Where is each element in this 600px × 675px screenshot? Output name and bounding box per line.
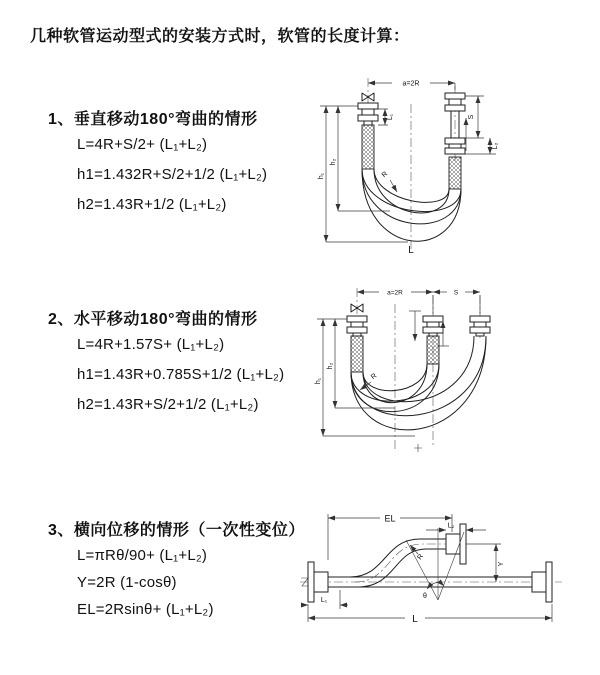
dim-label-h1: h₁ [318,172,325,180]
displaced-fitting [446,524,466,564]
dim-label-a2r: a=2R [387,289,403,297]
dim-l1 [378,109,394,125]
dim-label-theta: θ [423,593,427,600]
formula-2-h2: h2=1.43R+S/2+1/2 (L₁+L₂) [77,396,259,413]
right-flange-original [532,562,552,602]
dim-label-el: EL [384,513,396,524]
section-3-heading: 3、横向位移的情形（一次性变位） [48,522,305,539]
left-fitting [347,316,367,372]
formula-2-h1: h1=1.43R+0.785S+1/2 (L₁+L₂) [77,366,285,383]
formula-3-L: L=πRθ/90+ (L₁+L₂) [77,547,208,564]
dim-l2 [465,138,499,154]
formula-1-h2: h2=1.43R+1/2 (L₁+L₂) [77,196,227,213]
formula-3-Y: Y=2R (1-cosθ) [77,574,177,591]
dim-label-h2: h₂ [327,362,334,370]
diagram-lateral-displacement [300,510,590,662]
page-title: 几种软管运动型式的安装方式时，软管的长度计算： [30,28,410,45]
dim-label-l2: L₂ [447,522,455,530]
middle-fitting [423,316,443,364]
braided-hose-section [427,336,439,364]
dim-a2r [357,290,480,315]
section-2-heading: 2、水平移动180°弯曲的情形 [48,311,258,328]
right-fitting [445,93,465,189]
dim-l2 [426,523,486,531]
dim-label-a2r: a=2R [402,80,420,88]
dim-a2r [368,81,455,91]
braided-hose-section [351,336,363,372]
bottom-tick [414,444,422,452]
dim-s [433,290,480,297]
formula-3-EL: EL=2Rsinθ+ (L₁+L₂) [77,601,214,618]
hose-u-moved [351,336,486,430]
diagram-horizontal-movement [315,286,585,458]
dim-l [308,604,552,625]
dim-label-l: L [408,245,414,256]
diagram-vertical-movement [318,76,585,256]
dim-h2 [330,106,390,211]
formula-1-L: L=4R+S/2+ (L₁+L₂) [77,136,208,153]
dim-label-h2: h₂ [330,158,337,166]
hose-u-bend [362,169,461,241]
hose-u-neutral [351,364,439,412]
radius-callout [410,545,425,561]
dim-y [466,544,505,582]
dim-label-l1: L₁ [387,113,394,121]
dim-label-h1: h₁ [315,377,322,385]
section-1-heading: 1、垂直移动180°弯曲的情形 [48,111,258,128]
dim-label-y: Y [498,561,505,567]
hose-s-curve [350,539,446,587]
right-fitting-moved [470,316,490,336]
left-fitting [358,103,378,169]
dim-label-l: L [412,614,418,625]
braided-hose-section [362,125,374,169]
formula-2-L: L=4R+1.57S+ (L₁+L₂) [77,336,225,353]
dim-h1 [315,319,415,436]
dim-label-r: R [370,372,379,382]
braided-hose-section [449,157,461,189]
dim-label-s: S [468,114,475,120]
dim-label-s: S [453,289,459,297]
dim-label-l1: L₁ [320,597,328,604]
dim-label-r: R [380,170,390,180]
dim-label-r: R [416,553,426,562]
dim-s [465,96,484,138]
dim-label-l2: L₂ [492,142,499,150]
formula-1-h1: h1=1.432R+S/2+1/2 (L₁+L₂) [77,166,268,183]
left-flange [308,562,328,602]
radius-callout [381,171,397,192]
